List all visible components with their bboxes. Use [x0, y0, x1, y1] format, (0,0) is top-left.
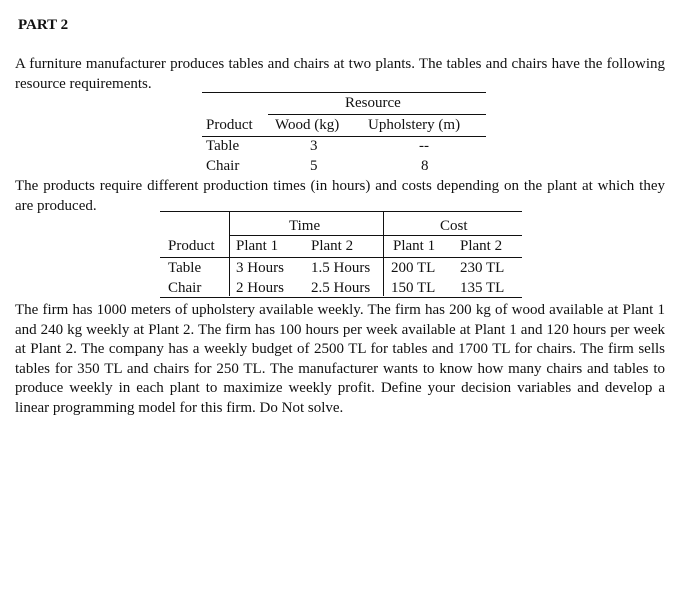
timecost-col-cost-plant1: Plant 1 [393, 238, 436, 254]
section-heading: PART 2 [18, 17, 69, 33]
timecost-group-time: Time [289, 218, 321, 234]
timecost-row-chair-time2: 2.5 Hours [311, 280, 371, 296]
resource-top-rule [202, 92, 486, 93]
timecost-col-cost-plant2: Plant 2 [460, 238, 503, 254]
resource-col-upholstery: Upholstery (m) [368, 117, 461, 133]
resource-row-table-wood: 3 [310, 138, 318, 154]
resource-group-rule [268, 114, 486, 115]
resource-row-chair-wood: 5 [310, 158, 318, 174]
resource-row-table-product: Table [206, 138, 240, 154]
resource-row-chair-upholstery: 8 [421, 158, 429, 174]
timecost-col-time-plant2: Plant 2 [311, 238, 354, 254]
timecost-col-product: Product [168, 238, 215, 254]
timecost-row-chair-cost2: 135 TL [460, 280, 505, 296]
problem-paragraph: The firm has 1000 meters of upholstery available weekly. The firm has 200 kg of wood available at Plant 1 and 240 kg weekly at Plant 2. The firm has 100 hours per week available at Plant 1 and 120 hours per week at Plant 2. The company has a weekly budget of 2500 TL for tables and 1700 TL for chairs. The firm sells tables for 350 TL and chairs for 250 TL. The manufacturer wants to know how many chairs and tables to produce weekly in each plant to maximize weekly profit. Define your decision variables and develop a linear programming model for this firm. Do Not solve. [15, 302, 665, 416]
timecost-bottom-rule [160, 297, 522, 298]
timecost-divider-mid [383, 212, 384, 296]
resource-row-chair-product: Chair [206, 158, 240, 174]
resource-row-table-upholstery: -- [419, 138, 429, 154]
timecost-row-table-cost1: 200 TL [391, 260, 436, 276]
timecost-row-chair-product: Chair [168, 280, 202, 296]
timecost-row-chair-time1: 2 Hours [236, 280, 284, 296]
timecost-row-chair-cost1: 150 TL [391, 280, 436, 296]
resource-header-rule [202, 136, 486, 137]
timecost-row-table-cost2: 230 TL [460, 260, 505, 276]
timecost-divider-left [229, 212, 230, 296]
timecost-row-table-time1: 3 Hours [236, 260, 284, 276]
resource-group-header: Resource [345, 95, 401, 111]
timecost-group-rule [229, 235, 522, 236]
timecost-group-cost: Cost [440, 218, 468, 234]
production-paragraph: The products require different production times (in hours) and costs depending on the plant at which they are produced. [15, 178, 665, 214]
timecost-row-table-product: Table [168, 260, 202, 276]
intro-paragraph: A furniture manufacturer produces tables and chairs at two plants. The tables and chairs have the following resource requirements. [15, 56, 665, 92]
resource-col-product: Product [206, 117, 253, 133]
timecost-row-table-time2: 1.5 Hours [311, 260, 371, 276]
resource-col-wood: Wood (kg) [275, 117, 340, 133]
timecost-header-rule [160, 257, 522, 258]
timecost-top-rule [160, 211, 522, 212]
timecost-col-time-plant1: Plant 1 [236, 238, 279, 254]
